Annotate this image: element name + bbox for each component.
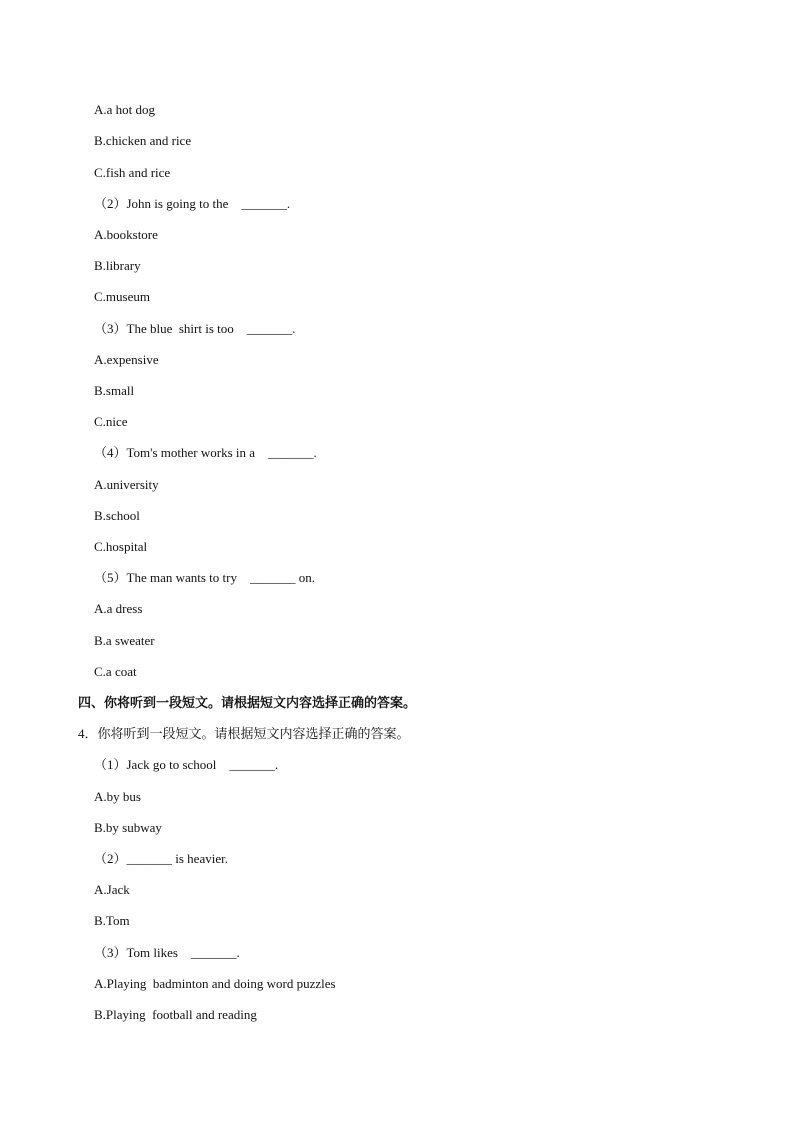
option-a: A.bookstore: [94, 227, 158, 242]
question-stem: （5）The man wants to try _______ on.: [94, 570, 315, 585]
option-c: C.museum: [94, 289, 150, 304]
question-title: 4．你将听到一段短文。请根据短文内容选择正确的答案。: [78, 726, 410, 741]
option-a: A.a hot dog: [94, 102, 156, 117]
question-stem: （1）Jack go to school _______.: [94, 757, 279, 772]
option-b: B.school: [94, 508, 140, 523]
option-a: A.by bus: [94, 789, 141, 804]
option-b: B.small: [94, 383, 135, 398]
section-heading: 四、你将听到一段短文。请根据短文内容选择正确的答案。: [78, 695, 417, 710]
option-a: A.Jack: [94, 882, 130, 897]
option-b: B.Playing football and reading: [94, 1007, 257, 1022]
option-c: C.hospital: [94, 539, 148, 554]
option-a: A.a dress: [94, 601, 143, 616]
option-b: B.chicken and rice: [94, 133, 192, 148]
option-a: A.expensive: [94, 352, 159, 367]
option-a: A.Playing badminton and doing word puzzles: [94, 976, 336, 991]
option-b: B.by subway: [94, 820, 162, 835]
option-b: B.library: [94, 258, 141, 273]
option-b: B.a sweater: [94, 633, 155, 648]
option-c: C.nice: [94, 414, 128, 429]
question-stem: （2）_______ is heavier.: [94, 851, 228, 866]
question-stem: （3）Tom likes _______.: [94, 945, 240, 960]
question-stem: （4）Tom's mother works in a _______.: [94, 445, 317, 460]
question-stem: （2）John is going to the _______.: [94, 196, 291, 211]
option-b: B.Tom: [94, 913, 130, 928]
option-c: C.a coat: [94, 664, 137, 679]
question-stem: （3）The blue shirt is too _______.: [94, 321, 296, 336]
option-c: C.fish and rice: [94, 165, 171, 180]
option-a: A.university: [94, 477, 159, 492]
